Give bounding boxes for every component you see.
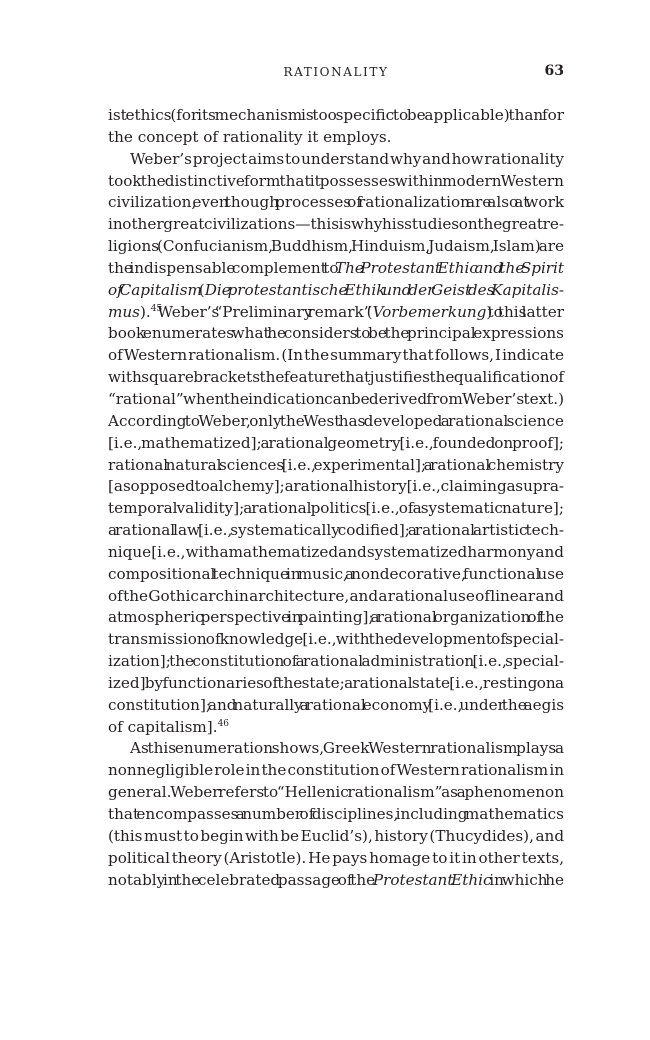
text-run: [i.e., mathematized]; a rational geometry [i.e., founded on proof];	[108, 433, 564, 452]
text-line	[108, 214, 564, 236]
text-run: [as opposed to alchemy]; a rational history [i.e., claiming a supra-	[108, 477, 565, 496]
text-run: book enumerates what he considers to be the principal expressions	[108, 324, 564, 343]
text-line	[108, 717, 564, 739]
text-line	[108, 171, 564, 193]
text-run: in which he	[491, 870, 565, 889]
page-number: 63	[544, 63, 564, 79]
text-run: As this enumeration shows, Greek Western rationalism plays a	[130, 739, 565, 758]
text-line	[108, 455, 564, 477]
text-line	[108, 804, 564, 826]
text-run: compositional technique in music, a nondecorative, functional use	[108, 564, 564, 583]
text-run: atmospheric perspective in painting]; a rational organization of the	[108, 608, 564, 627]
text-run: general. Weber refers to “Hellenic rationalism” as a phenomenon	[108, 783, 564, 802]
text-line	[108, 695, 564, 717]
text-line	[108, 760, 564, 782]
italic-text: The Protestant Ethic and the Spirit	[335, 258, 565, 277]
text-run: of the Gothic arch in architecture, and a rational use of linear and	[108, 586, 565, 605]
text-run: ligions (Confucianism, Buddhism, Hinduism, Judaism, Islam) are	[108, 237, 565, 256]
body-text	[108, 105, 564, 891]
text-run: (	[201, 280, 205, 299]
text-run: ist ethics (for its mechanism is too specific to be applicable) than for	[108, 106, 565, 124]
text-line	[108, 564, 564, 586]
text-line	[108, 236, 564, 258]
text-line	[108, 302, 564, 324]
text-run: the concept of rationality it employs.	[108, 127, 392, 146]
text-line	[108, 411, 564, 433]
text-line	[108, 433, 564, 455]
text-line	[108, 542, 564, 564]
text-run: constitution]; and naturally a rational economy [i.e., under the aegis	[108, 695, 565, 714]
text-line	[108, 258, 564, 280]
text-run: political theory (Aristotle). He pays homage to it in other texts,	[108, 848, 565, 867]
italic-text: of Capitalism	[108, 280, 202, 299]
text-run: nique [i.e., with a mathematized and systematized harmony and	[108, 542, 565, 561]
text-line	[108, 280, 564, 302]
text-line	[108, 367, 564, 389]
text-line	[108, 105, 564, 127]
text-run: ized] by functionaries of the state; a rational state [i.e., resting on a	[108, 673, 565, 692]
text-line	[108, 520, 564, 542]
footnote-marker: 45	[150, 303, 163, 314]
text-line	[108, 323, 564, 345]
text-line	[108, 476, 564, 498]
text-line	[108, 586, 564, 608]
text-line	[108, 673, 564, 695]
text-line	[108, 345, 564, 367]
text-run: transmission of knowledge [i.e., with the development of special-	[108, 630, 565, 649]
text-line	[108, 498, 564, 520]
italic-text: Protestant Ethic	[372, 870, 492, 889]
text-line	[108, 651, 564, 673]
running-head	[108, 62, 564, 84]
running-title: RATIONALITY	[283, 65, 389, 79]
text-run: took the distinctive form that it possesses within modern Western	[108, 171, 564, 190]
text-run: “rational” when the indication can be derived from Weber’s text.)	[108, 389, 565, 408]
text-run: Weber’s “Preliminary remark” (	[162, 302, 373, 321]
text-run: a rational law [i.e., systematically codified]; a rational artistic tech-	[108, 521, 564, 540]
italic-text: Vorbemerkung	[372, 302, 487, 321]
text-run: of capitalism].	[108, 717, 218, 736]
text-line	[108, 870, 564, 892]
text-run: temporal validity]; a rational politics [i.e., of a systematic nature];	[108, 499, 564, 518]
text-line	[108, 607, 564, 629]
text-run: that encompasses a number of disciplines, including mathematics	[108, 805, 564, 823]
text-line	[108, 629, 564, 651]
text-run: with square brackets the feature that justifies the qualification of	[108, 368, 564, 387]
text-run: ization]; the constitution of a rational administration [i.e., special-	[108, 652, 564, 671]
text-line	[108, 826, 564, 848]
text-run: civilization, even though processes of rationalization are also at work	[108, 193, 565, 212]
text-line	[108, 782, 564, 804]
text-line	[108, 127, 564, 149]
text-run: notably in the celebrated passage of the	[108, 870, 373, 889]
text-run: nonnegligible role in the constitution of Western rationalism in	[108, 761, 564, 780]
text-line	[108, 848, 564, 870]
footnote-marker: 46	[217, 718, 230, 729]
text-line	[108, 149, 564, 171]
italic-text: mus	[108, 302, 140, 321]
text-line	[108, 389, 564, 411]
text-run: (this must to begin with be Euclid’s), history (Thucydides), and	[108, 826, 565, 845]
text-run: Weber’s project aims to understand why and how rationality	[130, 149, 565, 168]
text-run: ).	[139, 302, 151, 321]
text-line	[108, 192, 564, 214]
text-run: in other great civilizations—this is why his studies on the great re-	[108, 215, 565, 234]
text-run: the indispensable complement to	[108, 258, 336, 277]
text-run: ) to this latter	[486, 302, 564, 321]
text-run: According to Weber, only the West has developed a rational science	[108, 411, 564, 430]
text-line	[108, 738, 564, 760]
text-run: of Western rationalism. (In the summary that follows, I indicate	[108, 346, 565, 365]
italic-text: Die protestantische Ethik und der Geist des Kapitalis-	[204, 280, 565, 299]
text-run: rational natural sciences [i.e., experimental]; a rational chemistry	[108, 455, 565, 474]
